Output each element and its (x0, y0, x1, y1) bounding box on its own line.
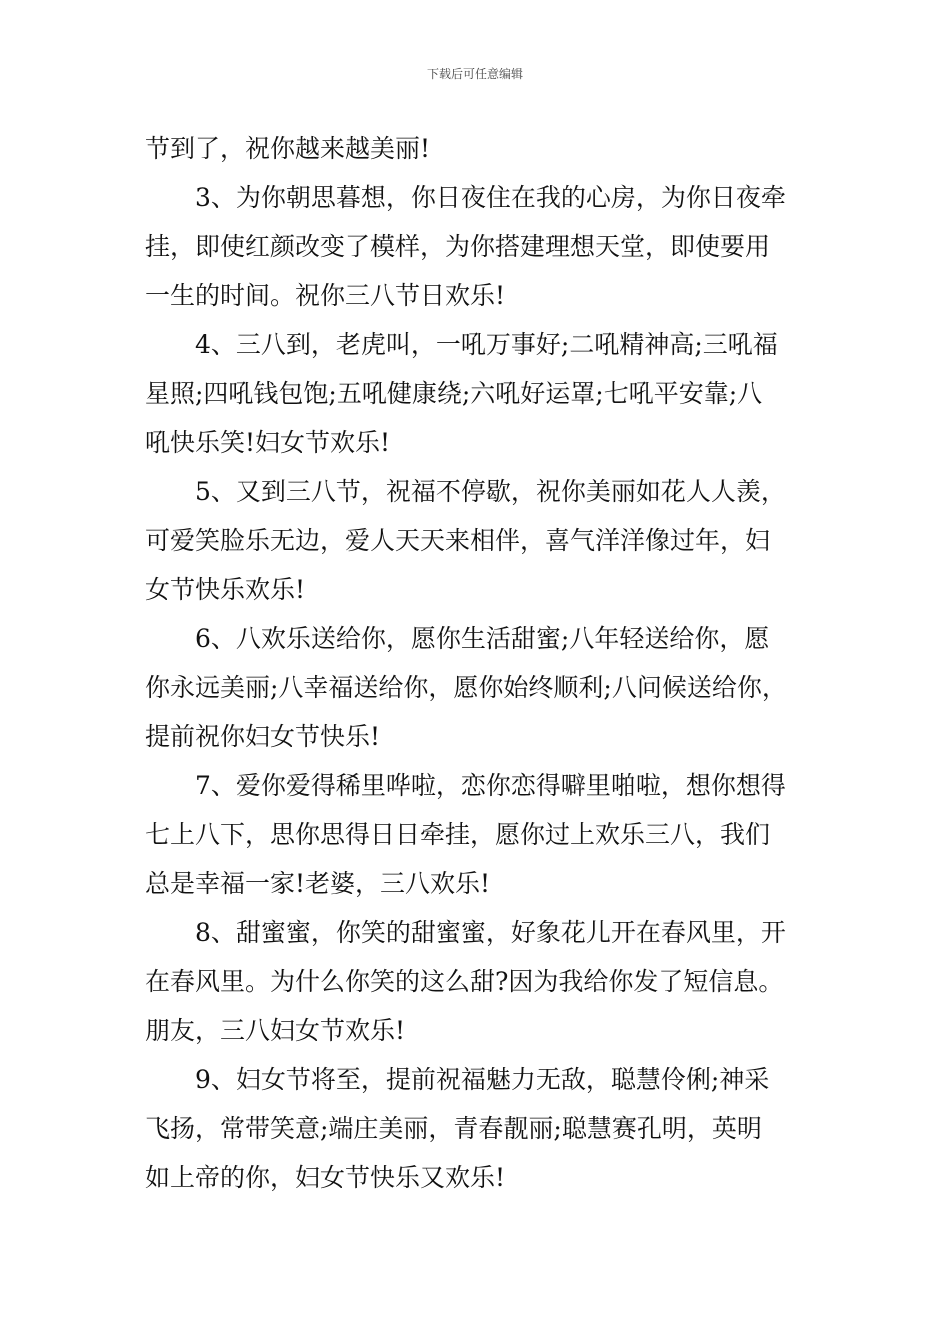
paragraph-line: 女节快乐欢乐! (145, 575, 306, 604)
paragraph-line: 七上八下，思你思得日日牵挂，愿你过上欢乐三八，我们 (145, 820, 771, 849)
paragraph-line: 5、又到三八节，祝福不停歇，祝你美丽如花人人羡， (195, 477, 786, 506)
paragraph-line: 一生的时间。祝你三八节日欢乐! (145, 281, 506, 310)
paragraph-line: 8、甜蜜蜜，你笑的甜蜜蜜，好象花儿开在春风里，开 (195, 918, 786, 947)
paragraph-line: 飞扬，常带笑意;端庄美丽，青春靓丽;聪慧赛孔明，英明 (145, 1114, 762, 1143)
paragraph-line: 朋友，三八妇女节欢乐! (145, 1016, 406, 1045)
paragraph-line: 你永远美丽;八幸福送给你，愿你始终顺利;八问候送给你， (145, 673, 787, 702)
paragraph-line: 4、三八到，老虎叫，一吼万事好;二吼精神高;三吼福 (195, 330, 778, 359)
paragraph-line: 提前祝你妇女节快乐! (145, 722, 381, 751)
paragraph-line: 9、妇女节将至，提前祝福魅力无敌，聪慧伶俐;神采 (195, 1065, 770, 1094)
paragraph-line: 挂，即使红颜改变了模样，为你搭建理想天堂，即使要用 (145, 232, 771, 261)
paragraph-line: 总是幸福一家!老婆，三八欢乐! (145, 869, 491, 898)
page-header: 下载后可任意编辑 (426, 67, 523, 81)
paragraph-line: 如上帝的你，妇女节快乐又欢乐! (145, 1163, 506, 1192)
document-body (145, 124, 825, 1202)
paragraph-line: 6、八欢乐送给你，愿你生活甜蜜;八年轻送给你，愿 (195, 624, 770, 653)
paragraph-line: 吼快乐笑!妇女节欢乐! (145, 428, 391, 457)
paragraph-line: 节到了，祝你越来越美丽! (145, 134, 431, 163)
paragraph-line: 可爱笑脸乐无边，爱人天天来相伴，喜气洋洋像过年，妇 (145, 526, 771, 555)
paragraph-line: 星照;四吼钱包饱;五吼健康绕;六吼好运罩;七吼平安靠;八 (145, 379, 763, 408)
paragraph-line: 在春风里。为什么你笑的这么甜?因为我给你发了短信息。 (145, 967, 784, 996)
paragraph-line: 3、为你朝思暮想，你日夜住在我的心房，为你日夜牵 (195, 183, 786, 212)
paragraph-line: 7、爱你爱得稀里哗啦，恋你恋得噼里啪啦，想你想得 (195, 771, 786, 800)
